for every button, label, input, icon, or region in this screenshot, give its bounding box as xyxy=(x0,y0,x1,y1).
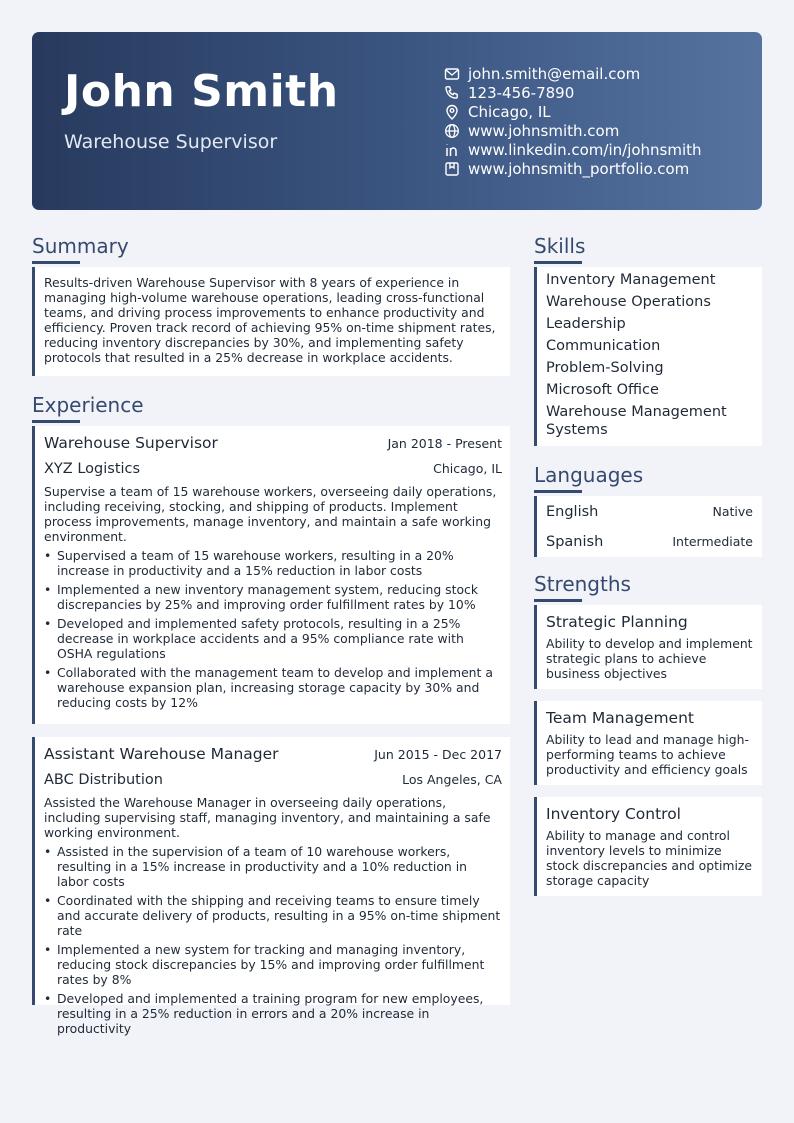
contact-portfolio[interactable] xyxy=(444,159,702,178)
linkedin-icon xyxy=(444,142,460,158)
languages-heading: Languages xyxy=(534,463,644,487)
strengths-heading: Strengths xyxy=(534,572,631,596)
contact-linkedin[interactable] xyxy=(444,140,702,159)
language-row xyxy=(534,526,762,557)
phone-icon xyxy=(444,85,460,101)
email-icon xyxy=(444,66,460,82)
contact-website-text: www.johnsmith.com xyxy=(468,121,620,140)
contact-phone[interactable] xyxy=(444,83,702,102)
location-icon xyxy=(444,104,460,120)
strength-title: Team Management xyxy=(546,709,694,727)
candidate-title: Warehouse Supervisor xyxy=(64,131,278,153)
contact-phone-text: 123-456-7890 xyxy=(468,83,575,102)
strength-description: Ability to manage and control inventory levels to minimize stock discrepancies and optimize storage capacity xyxy=(546,828,753,888)
summary-card xyxy=(32,267,510,376)
skill-item: Warehouse Management Systems xyxy=(546,404,727,438)
job-dates: Jan 2018 - Present xyxy=(387,436,502,451)
language-level: Native xyxy=(712,504,753,519)
achievement-item: • Implemented a new system for tracking and managing inventory, reducing stock discrepancies by 15% and improving order fulfillment rates by 8% xyxy=(44,942,502,987)
globe-icon xyxy=(444,123,460,139)
portfolio-icon xyxy=(444,161,460,177)
summary-heading: Summary xyxy=(32,234,129,258)
skill-item: Microsoft Office xyxy=(546,382,659,398)
contact-location xyxy=(444,102,702,121)
job-description: Supervise a team of 15 warehouse workers, overseeing daily operations, including receiving, stocking, and shipping of products. Implement process improvements, manage inventory, and maintain a safe working environment. xyxy=(44,484,497,544)
resume-header xyxy=(32,32,762,210)
language-name: English xyxy=(546,503,599,520)
skill-item: Communication xyxy=(546,338,661,354)
strength-title: Strategic Planning xyxy=(546,613,688,631)
skill-item: Warehouse Operations xyxy=(546,294,711,310)
contact-email[interactable] xyxy=(444,64,702,83)
contact-website[interactable] xyxy=(444,121,702,140)
skill-item: Leadership xyxy=(546,316,626,332)
experience-item xyxy=(32,426,510,724)
achievement-item: • Coordinated with the shipping and receiving teams to ensure timely and accurate delivery of products, resulting in a 95% on-time shipment rate xyxy=(44,893,502,938)
strength-title: Inventory Control xyxy=(546,805,681,823)
job-dates: Jun 2015 - Dec 2017 xyxy=(374,747,502,762)
skills-heading: Skills xyxy=(534,234,586,258)
achievement-item: • Supervised a team of 15 warehouse workers, resulting in a 20% increase in productivity and a 15% reduction in labor costs xyxy=(44,548,502,578)
experience-item xyxy=(32,737,510,1036)
job-title: Assistant Warehouse Manager xyxy=(44,745,279,763)
contact-location-text: Chicago, IL xyxy=(468,102,551,121)
language-name: Spanish xyxy=(546,533,604,550)
skill-item: Problem-Solving xyxy=(546,360,664,376)
job-description: Assisted the Warehouse Manager in overseeing daily operations, including supervising staff, managing inventory, and maintaining a safe working environment. xyxy=(44,795,491,840)
job-location: Chicago, IL xyxy=(433,461,502,476)
achievement-item: • Developed and implemented safety protocols, resulting in a 25% decrease in workplace accidents and a 95% compliance rate with OSHA regulations xyxy=(44,616,502,661)
achievement-item: • Developed and implemented a training program for new employees, resulting in a 25% reduction in errors and a 20% increase in productivity xyxy=(44,991,502,1036)
experience-heading: Experience xyxy=(32,393,144,417)
company-name: ABC Distribution xyxy=(44,772,163,788)
contact-portfolio-text: www.johnsmith_portfolio.com xyxy=(468,159,690,178)
contact-linkedin-text: www.linkedin.com/in/johnsmith xyxy=(468,140,702,159)
skill-item: Inventory Management xyxy=(546,272,716,288)
strength-card xyxy=(534,605,762,689)
skills-card xyxy=(534,267,762,446)
strength-description: Ability to lead and manage high-performing teams to achieve productivity and efficiency goals xyxy=(546,732,749,777)
achievement-item: • Implemented a new inventory management system, reducing stock discrepancies by 25% and improving order fulfillment rates by 10% xyxy=(44,582,502,612)
job-title: Warehouse Supervisor xyxy=(44,434,218,452)
achievement-list xyxy=(44,548,502,710)
achievement-list xyxy=(44,844,502,1036)
strength-description: Ability to develop and implement strategic plans to achieve business objectives xyxy=(546,636,753,681)
candidate-name: John Smith xyxy=(64,66,339,117)
summary-text: Results-driven Warehouse Supervisor with 8 years of experience in managing high-volume warehouse operations, leading cross-functional teams, and driving process improvements to enhance productivity and efficiency. Proven track record of achieving 95% on-time shipment rates, reducing inventory discrepancies by 30%, and implementing safety protocols that resulted in a 25% decrease in workplace accidents. xyxy=(44,275,496,365)
strength-card xyxy=(534,701,762,785)
contact-list xyxy=(444,64,702,178)
company-name: XYZ Logistics xyxy=(44,461,141,477)
job-location: Los Angeles, CA xyxy=(402,772,502,787)
language-row xyxy=(534,496,762,527)
contact-email-text: john.smith@email.com xyxy=(468,64,641,83)
language-level: Intermediate xyxy=(672,534,753,549)
achievement-item: • Collaborated with the management team to develop and implement a warehouse expansion plan, increasing storage capacity by 30% and reducing costs by 12% xyxy=(44,665,502,710)
strength-card xyxy=(534,797,762,896)
achievement-item: • Assisted in the supervision of a team of 10 warehouse workers, resulting in a 15% increase in productivity and a 10% reduction in labor costs xyxy=(44,844,502,889)
